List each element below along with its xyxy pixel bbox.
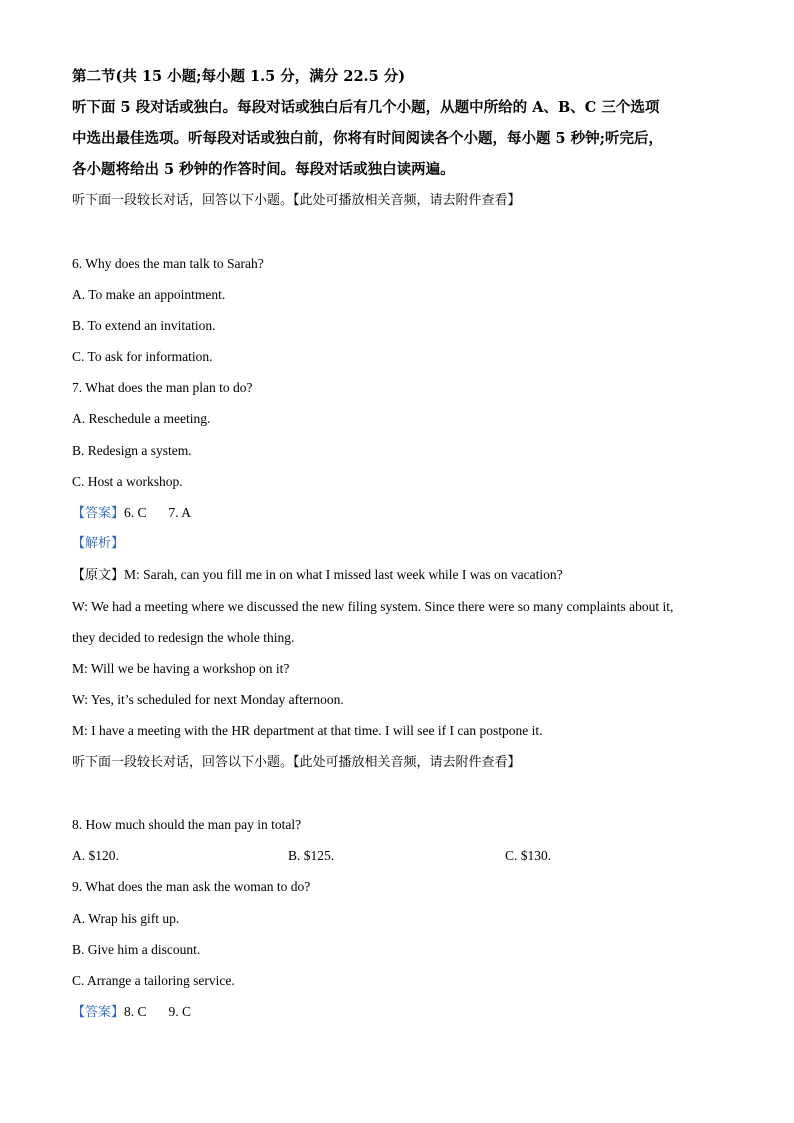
question-8-option-c: C. $130.	[505, 848, 552, 863]
answer-tag: 【答案】	[72, 506, 125, 521]
analysis-tag: 【解析】	[72, 536, 125, 551]
question-7-option-c: C. Host a workshop.	[72, 474, 183, 489]
section-heading: 第二节(共 15 小题;每小题 1.5 分，满分 22.5 分)	[72, 68, 406, 85]
instruction-line-3: 各小题将给出 5 秒钟的作答时间。每段对话或独白读两遍。	[72, 161, 455, 178]
question-6-option-a: A. To make an appointment.	[72, 287, 226, 302]
question-8-option-a: A. $120.	[72, 848, 119, 863]
transcript-line-2: W: We had a meeting where we discussed the new filing system. Since there were so many complaints about it,	[72, 599, 674, 614]
transcript-line-6: M: I have a meeting with the HR department at that time. I will see if I can postpone it.	[72, 723, 543, 738]
question-7-stem: 7. What does the man plan to do?	[72, 380, 253, 395]
transcript-line-5: W: Yes, it’s scheduled for next Monday afternoon.	[72, 692, 344, 707]
transcript-text-1: M: Sarah, can you fill me in on what I missed last week while I was on vacation?	[124, 567, 563, 582]
question-6-option-b: B. To extend an invitation.	[72, 318, 216, 333]
question-7-option-a: A. Reschedule a meeting.	[72, 411, 211, 426]
answer-9: 9. C	[168, 1004, 192, 1019]
answer-tag-2: 【答案】	[72, 1005, 125, 1020]
question-6-stem: 6. Why does the man talk to Sarah?	[72, 256, 264, 271]
answer-6: 6. C	[124, 505, 147, 520]
transcript-line-1	[72, 567, 563, 584]
question-9-option-b: B. Give him a discount.	[72, 942, 201, 957]
question-9-stem: 9. What does the man ask the woman to do?	[72, 879, 311, 894]
audio-prompt-2: 听下面一段较长对话，回答以下小题。【此处可播放相关音频，请去附件查看】	[72, 755, 521, 770]
answer-7: 7. A	[168, 505, 192, 520]
transcript-line-3: they decided to redesign the whole thing.	[72, 630, 295, 645]
question-9-option-c: C. Arrange a tailoring service.	[72, 973, 235, 988]
answer-row-2	[72, 1004, 191, 1021]
question-6-option-c: C. To ask for information.	[72, 349, 213, 364]
question-8-option-b: B. $125.	[288, 848, 335, 863]
audio-prompt-1: 听下面一段较长对话，回答以下小题。【此处可播放相关音频，请去附件查看】	[72, 193, 521, 208]
instruction-line-1: 听下面 5 段对话或独白。每段对话或独白后有几个小题，从题中所给的 A、B、C 三个选项	[72, 99, 660, 116]
transcript-tag: 【原文】	[72, 568, 125, 583]
instruction-line-2: 中选出最佳选项。听每段对话或独白前，你将有时间阅读各个小题，每小题 5 秒钟;听完后，	[72, 130, 664, 147]
question-7-option-b: B. Redesign a system.	[72, 443, 192, 458]
answer-8: 8. C	[124, 1004, 147, 1019]
transcript-line-4: M: Will we be having a workshop on it?	[72, 661, 290, 676]
question-8-stem: 8. How much should the man pay in total?	[72, 817, 302, 832]
question-9-option-a: A. Wrap his gift up.	[72, 911, 180, 926]
answer-row-1	[72, 505, 191, 522]
